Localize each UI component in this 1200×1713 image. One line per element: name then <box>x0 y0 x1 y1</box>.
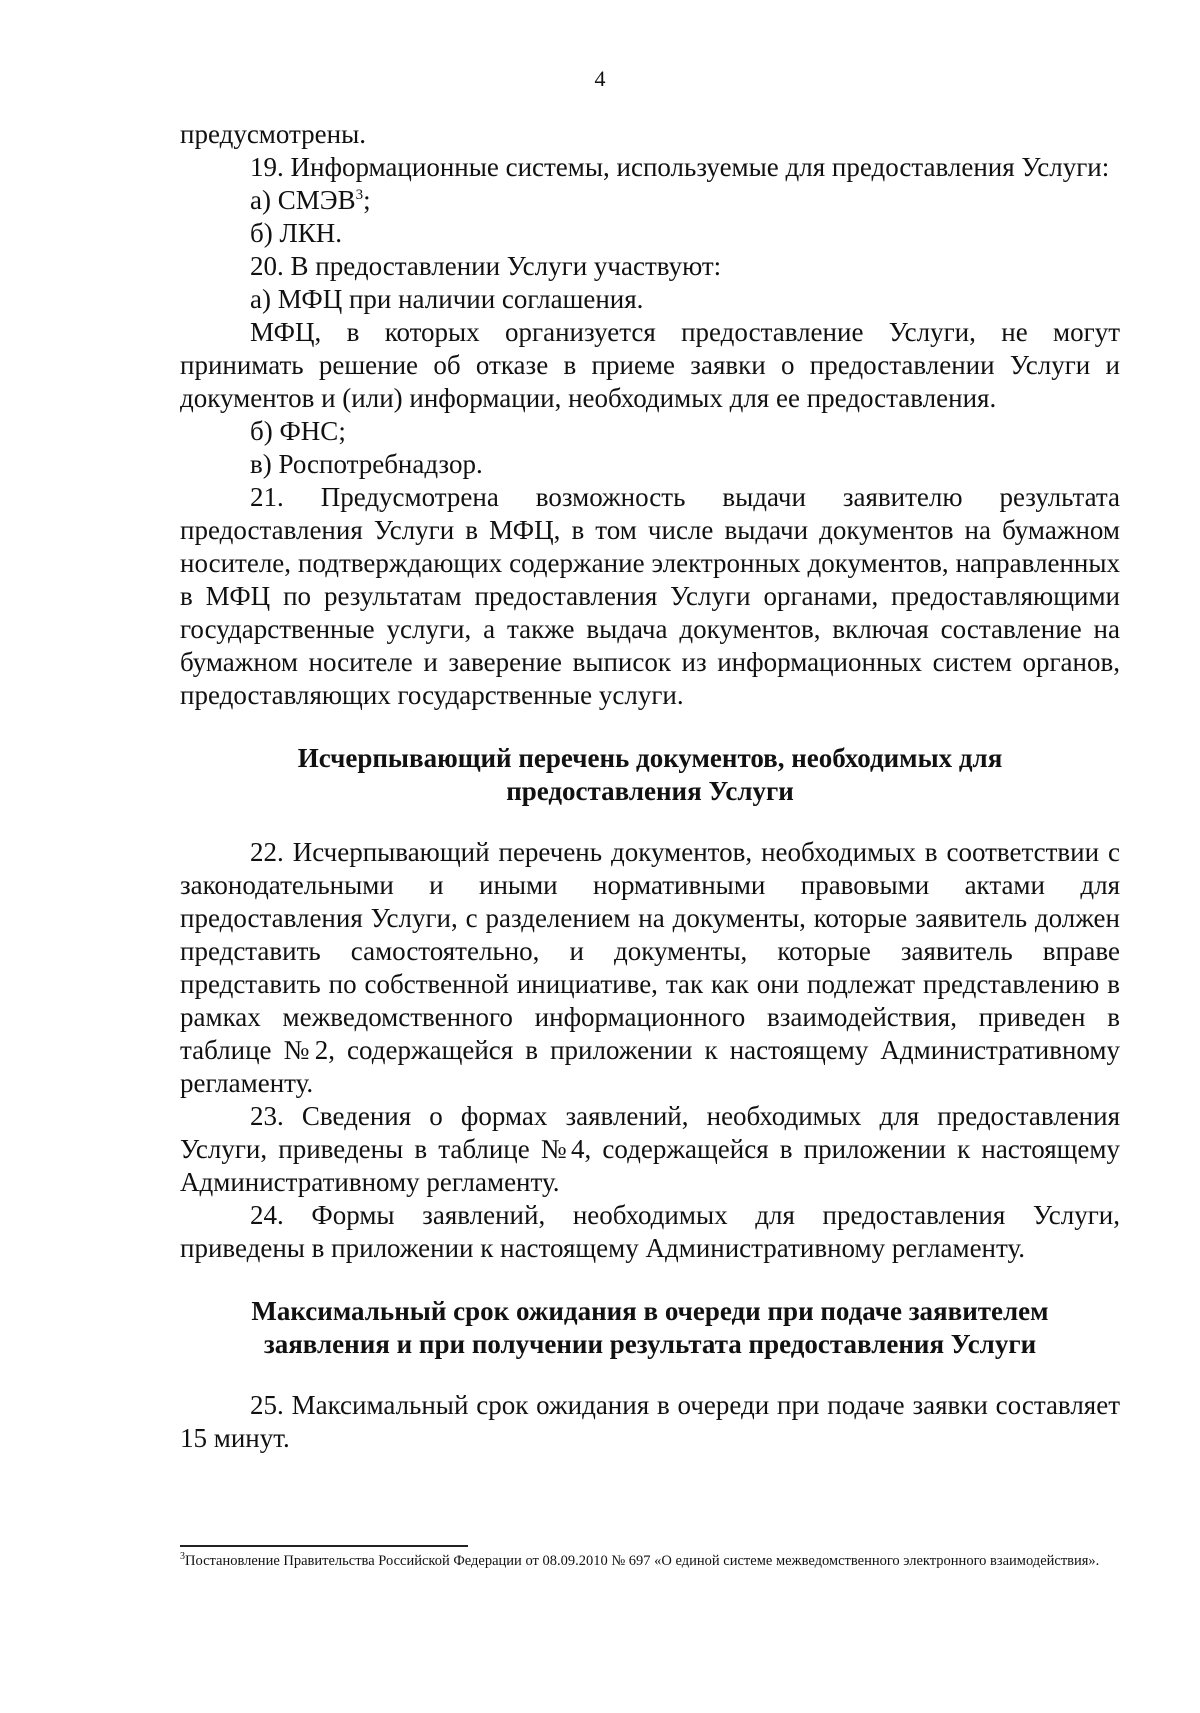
section-heading-documents-line2: предоставления Услуги <box>506 776 794 806</box>
paragraph-22: 22. Исчерпывающий перечень документов, необходимых в соответствии с законодательными и иными нормативными правовыми актами для предоставления Услуги, с разделением на документы, которые заявитель должен представить самостоятельно, и документы, которые заявитель вправе представить по собственной инициативе, так как они подлежат представлению в рамках межведомственного информационного взаимодействия, приведен в таблице №2, содержащейся в приложении к настоящему Административному регламенту. <box>180 837 1120 1098</box>
document-body <box>180 118 1120 1455</box>
list-item-20b: б) ФНС; <box>250 416 346 446</box>
list-item-20c: в) Роспотребнадзор. <box>250 449 483 479</box>
paragraph-20: 20. В предоставлении Услуги участвуют: <box>250 251 722 281</box>
paragraph-continuation: предусмотрены. <box>180 119 366 149</box>
section-heading-documents <box>180 742 1120 808</box>
paragraph-20-mfc: МФЦ, в которых организуется предоставление Услуги, не могут принимать решение об отказе в приеме заявки о предоставлении Услуги и документов и (или) информации, необходимых для ее предоставления. <box>180 317 1120 413</box>
list-item-19b: б) ЛКН. <box>250 218 343 248</box>
paragraph-24: 24. Формы заявлений, необходимых для предоставления Услуги, приведены в приложении к настоящему Административному регламенту. <box>180 1200 1120 1263</box>
footnote-divider <box>180 1545 468 1547</box>
section-heading-queue-line2: заявления и при получении результата предоставления Услуги <box>263 1329 1037 1359</box>
paragraph-25: 25. Максимальный срок ожидания в очереди при подаче заявки составляет 15 минут. <box>180 1390 1120 1453</box>
footnote-mark: 3 <box>180 1551 185 1563</box>
list-item-19a-post: ; <box>363 185 371 215</box>
footnote-text: Постановление Правительства Российской Федерации от 08.09.2010 № 697 «О единой системе межведомственного электронного взаимодействия». <box>185 1553 1100 1569</box>
footnote-ref: 3 <box>355 187 364 203</box>
footnote <box>180 1551 1120 1572</box>
list-item-20a: а) МФЦ при наличии соглашения. <box>250 284 644 314</box>
paragraph-21: 21. Предусмотрена возможность выдачи заявителю результата предоставления Услуги в МФЦ, в том числе выдачи документов на бумажном носителе, подтверждающих содержание электронных документов, направленных в МФЦ по результатам предоставления Услуги органами, предоставляющими государственные услуги, а также выдача документов, включая составление на бумажном носителе и заверение выписок из информационных систем органов, предоставляющих государственные услуги. <box>180 482 1120 710</box>
section-heading-documents-line1: Исчерпывающий перечень документов, необходимых для <box>297 743 1003 773</box>
section-heading-queue <box>180 1295 1120 1361</box>
list-item-19a-text: а) СМЭВ <box>250 185 356 215</box>
page-number: 4 <box>594 66 606 91</box>
section-heading-queue-line1: Максимальный срок ожидания в очереди при подаче заявителем <box>251 1296 1049 1326</box>
paragraph-23: 23. Сведения о формах заявлений, необходимых для предоставления Услуги, приведены в таблице №4, содержащейся в приложении к настоящему Административному регламенту. <box>180 1101 1120 1197</box>
paragraph-19: 19. Информационные системы, используемые для предоставления Услуги: <box>250 152 1110 182</box>
list-item-19a <box>180 184 1120 217</box>
